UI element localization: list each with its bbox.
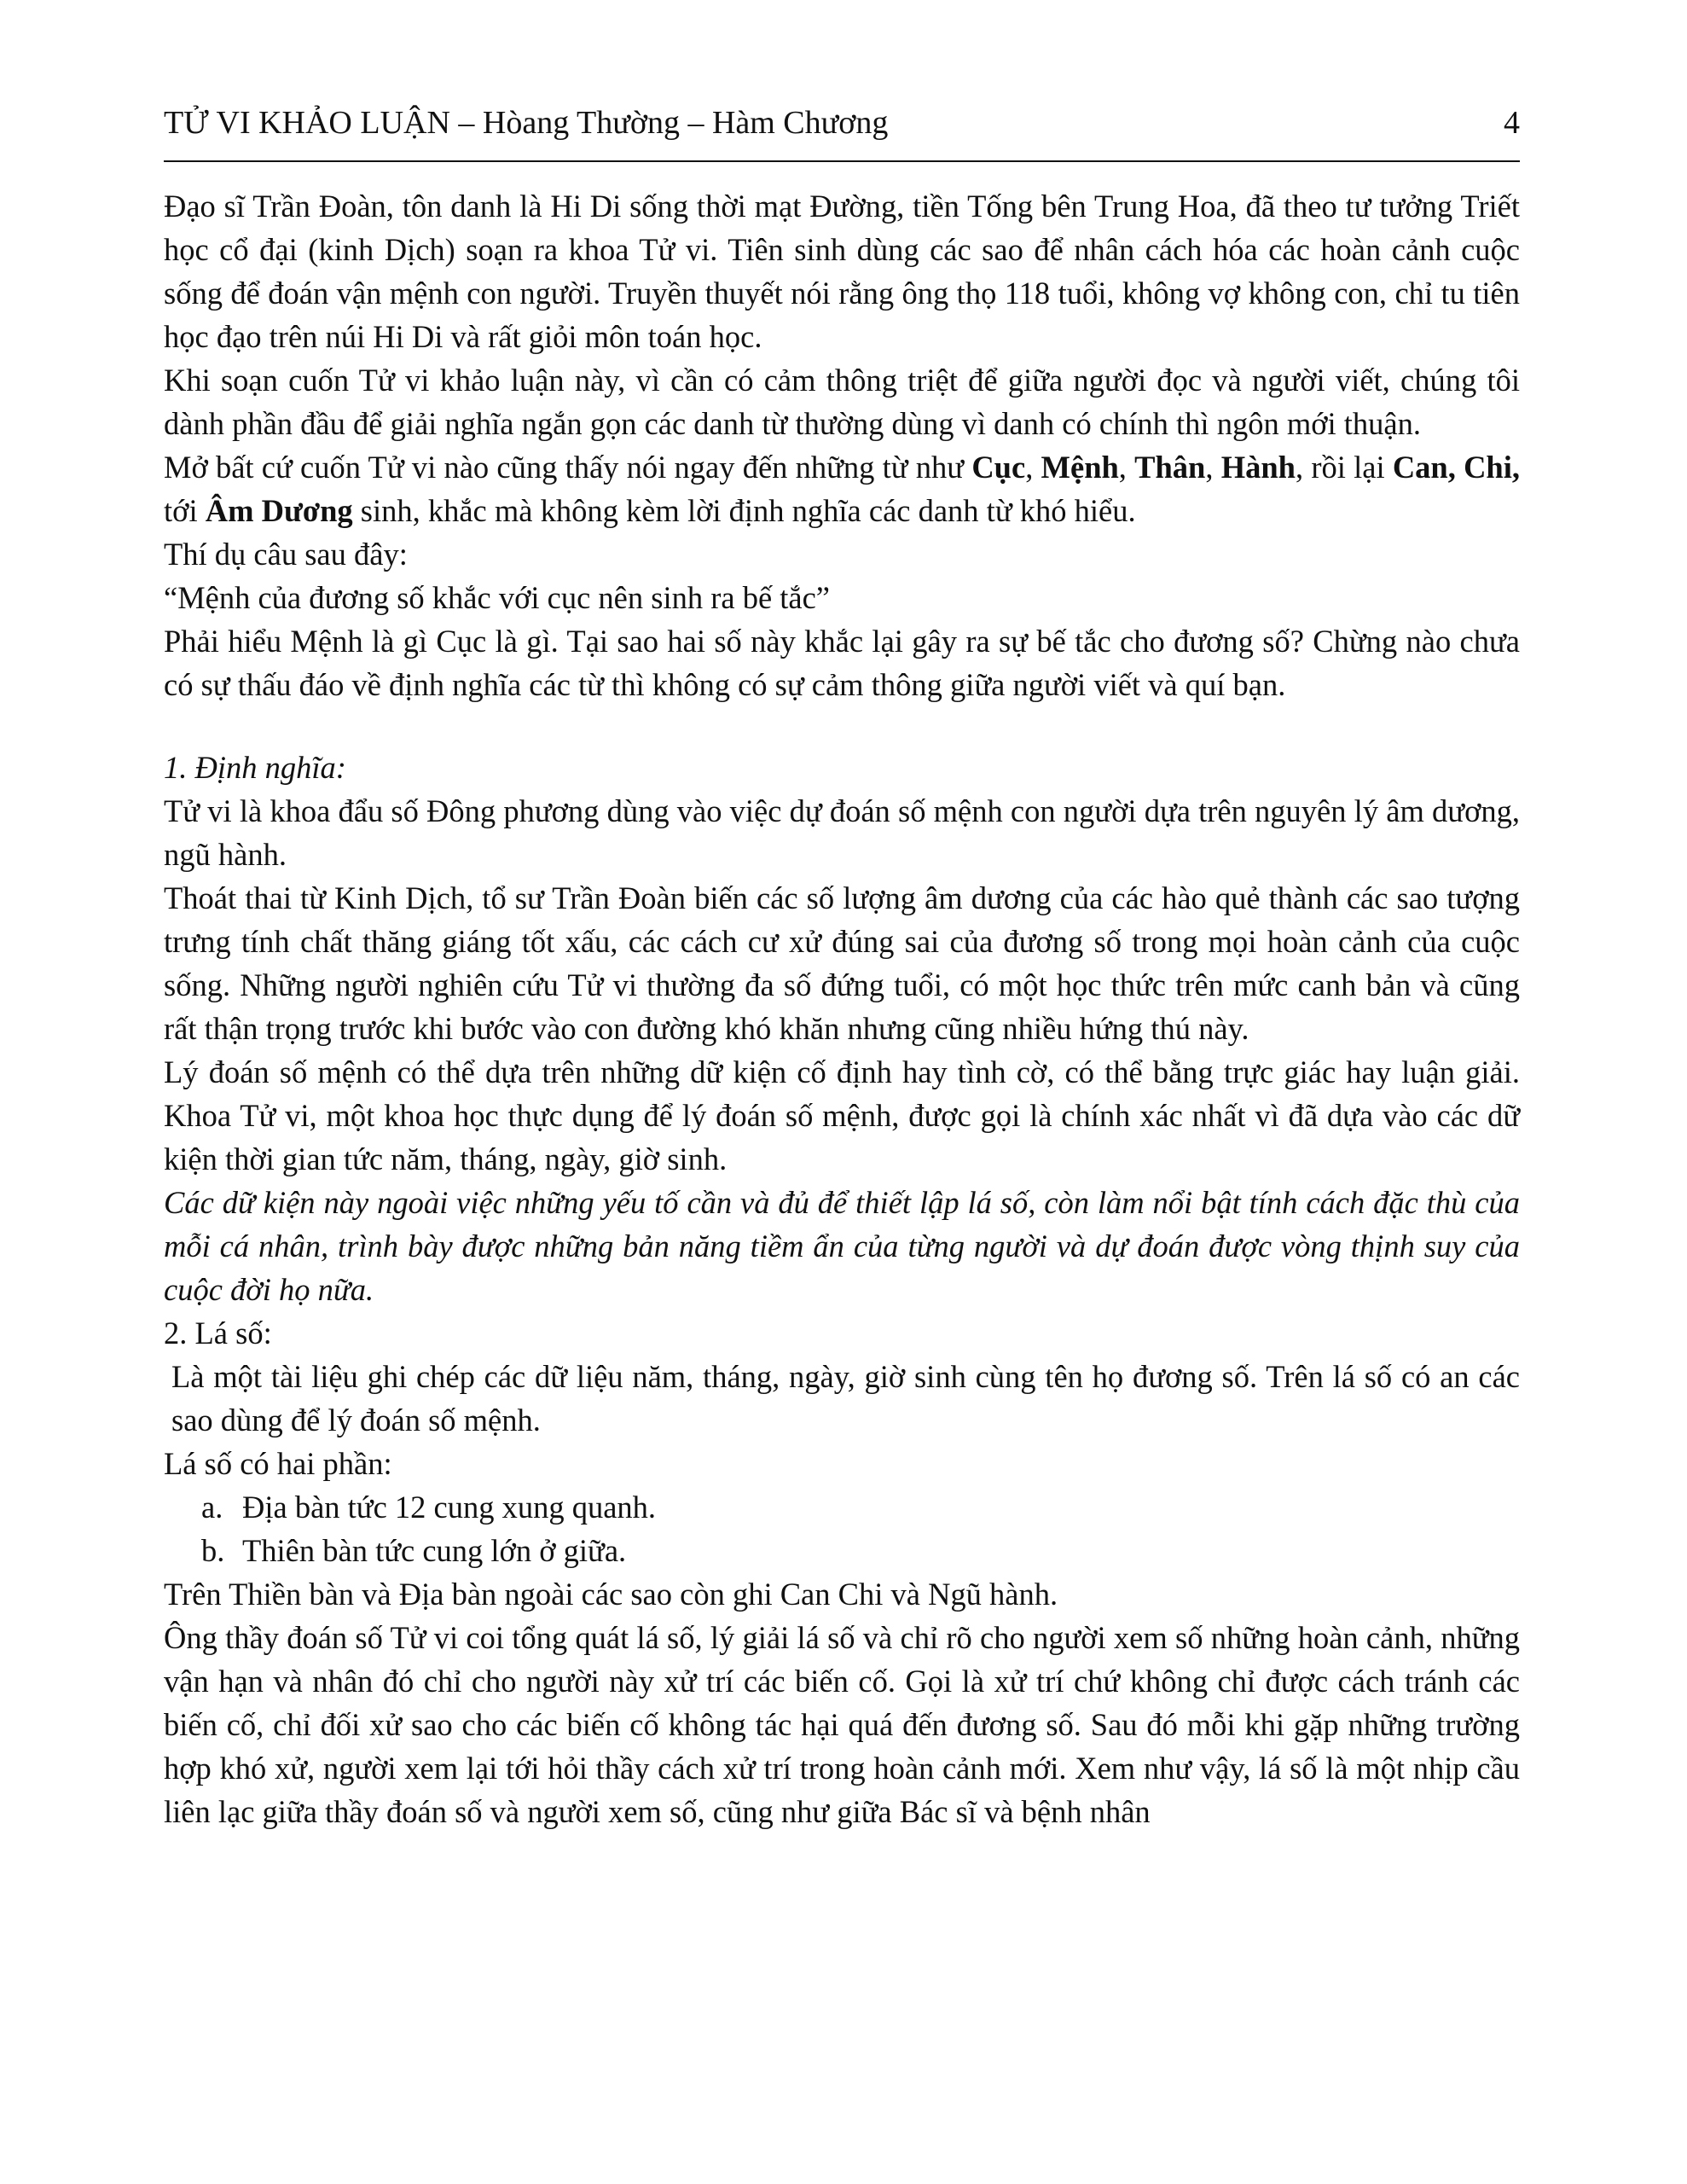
page-header	[164, 101, 1520, 162]
section-2-paragraph-2: Lá số có hai phần:	[164, 1446, 392, 1481]
section-2-paragraph-4: Ông thầy đoán số Tử vi coi tổng quát lá số, lý giải lá số và chỉ rõ cho người xem số những hoàn cảnh, những vận hạn và nhân đó chỉ cho người này xử trí các biến cố. Gọi là xử trí chứ không chỉ được cách tránh các biến cố, chỉ đối xử sao cho các biến cố không tác hại quá đến đương số. Sau đó mỗi khi gặp những trường hợp khó xử, người xem lại tới hỏi thầy cách xử trí trong hoàn cảnh mới. Xem như vậy, lá số là một nhịp cầu liên lạc giữa thầy đoán số và người xem số, cũng như giữa Bác sĩ và bệnh nhân	[164, 1620, 1520, 1829]
spacer	[164, 706, 1520, 746]
list-marker: a.	[201, 1490, 223, 1525]
text-run: sinh, khắc mà không kèm lời định nghĩa các danh từ khó hiểu.	[352, 493, 1136, 528]
term-than: Thân	[1134, 450, 1206, 485]
header-title: TỬ VI KHẢO LUẬN – Hòang Thường – Hàm Chương	[164, 105, 889, 141]
document-page	[164, 101, 1520, 1833]
term-am-duong: Âm Dương	[205, 493, 353, 528]
section-2-heading: 2. Lá số:	[164, 1316, 272, 1350]
term-hanh: Hành	[1220, 450, 1296, 485]
intro-paragraph-3	[164, 445, 1520, 532]
list-item	[164, 1529, 1520, 1572]
page-number: 4	[1504, 105, 1520, 141]
section-2-paragraph-3: Trên Thiền bàn và Địa bàn ngoài các sao còn ghi Can Chi và Ngũ hành.	[164, 1577, 1058, 1612]
text-run: tới	[164, 493, 206, 528]
intro-paragraph-2: Khi soạn cuốn Tử vi khảo luận này, vì cần có cảm thông triệt để giữa người đọc và người viết, chúng tôi dành phần đầu để giải nghĩa ngắn gọn các danh từ thường dùng vì danh có chính thì ngôn mới thuận.	[164, 363, 1520, 441]
term-cuc: Cục	[971, 450, 1026, 485]
section-1-paragraph-2: Thoát thai từ Kinh Dịch, tổ sư Trần Đoàn biến các số lượng âm dương của các hào quẻ thành các sao tượng trưng tính chất thăng giáng tốt xấu, các cách cư xử đúng sai của đương số trong mọi hoàn cảnh của cuộc sống. Những người nghiên cứu Tử vi thường đa số đứng tuổi, có một học thức trên mức canh bản và cũng rất thận trọng trước khi bước vào con đường khó khăn nhưng cũng nhiều hứng thú này.	[164, 880, 1520, 1046]
page-content	[164, 184, 1520, 1833]
intro-paragraph-6: Phải hiểu Mệnh là gì Cục là gì. Tại sao hai số này khắc lại gây ra sự bế tắc cho đương số? Chừng nào chưa có sự thấu đáo về định nghĩa các từ thì không có sự cảm thông giữa người viết và quí bạn.	[164, 624, 1520, 702]
text-run: ,	[1118, 450, 1135, 485]
term-can-chi: Can, Chi,	[1392, 450, 1521, 485]
intro-quote: “Mệnh của đương số khắc với cục nên sinh ra bế tắc”	[164, 580, 831, 615]
section-1-paragraph-3: Lý đoán số mệnh có thể dựa trên những dữ kiện cố định hay tình cờ, có thể bằng trực giác hay luận giải. Khoa Tử vi, một khoa học thực dụng để lý đoán số mệnh, được gọi là chính xác nhất vì đã dựa vào các dữ kiện thời gian tức năm, tháng, ngày, giờ sinh.	[164, 1054, 1520, 1176]
list-item-text: Địa bàn tức 12 cung xung quanh.	[242, 1490, 657, 1525]
lasö-parts-list	[164, 1485, 1520, 1572]
intro-paragraph-4: Thí dụ câu sau đây:	[164, 537, 408, 572]
text-run: , rồi lại	[1295, 450, 1393, 485]
section-2-paragraph-1: Là một tài liệu ghi chép các dữ liệu năm, tháng, ngày, giờ sinh cùng tên họ đương số. Trên lá số có an các sao dùng để lý đoán số mệnh.	[171, 1359, 1520, 1438]
list-item	[164, 1485, 1520, 1529]
section-1-heading: 1. Định nghĩa:	[164, 750, 346, 785]
section-1-paragraph-4: Các dữ kiện này ngoài việc những yếu tố cần và đủ để thiết lập lá số, còn làm nổi bật tính cách đặc thù của mỗi cá nhân, trình bày được những bản năng tiềm ẩn của từng người và dự đoán được vòng thịnh suy của cuộc đời họ nữa.	[164, 1185, 1520, 1307]
list-item-text: Thiên bàn tức cung lớn ở giữa.	[242, 1533, 627, 1568]
text-run: ,	[1205, 450, 1221, 485]
term-menh: Mệnh	[1041, 450, 1119, 485]
text-run: Mở bất cứ cuốn Tử vi nào cũng thấy nói ngay đến những từ như	[164, 450, 972, 485]
intro-paragraph-1: Đạo sĩ Trần Đoàn, tôn danh là Hi Di sống thời mạt Đường, tiền Tống bên Trung Hoa, đã theo tư tưởng Triết học cổ đại (kinh Dịch) soạn ra khoa Tử vi. Tiên sinh dùng các sao để nhân cách hóa các hoàn cảnh cuộc sống để đoán vận mệnh con người. Truyền thuyết nói rằng ông thọ 118 tuổi, không vợ không con, chỉ tu tiên học đạo trên núi Hi Di và rất giỏi môn toán học.	[164, 189, 1520, 354]
text-run: ,	[1025, 450, 1041, 485]
section-1-paragraph-1: Tử vi là khoa đẩu số Đông phương dùng vào việc dự đoán số mệnh con người dựa trên nguyên lý âm dương, ngũ hành.	[164, 793, 1520, 872]
list-marker: b.	[201, 1533, 225, 1568]
